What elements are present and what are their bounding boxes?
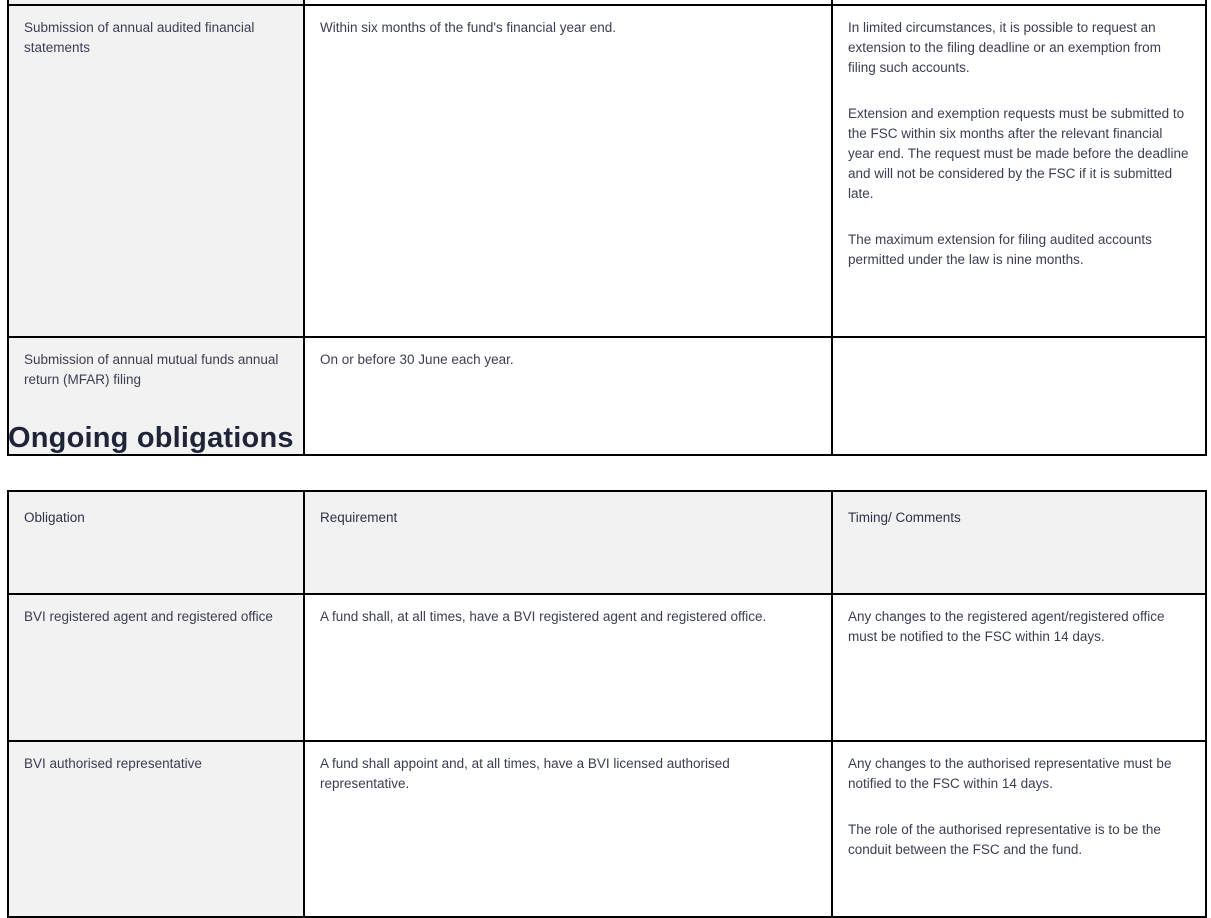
requirement-cell [304, 5, 832, 337]
requirement-text: Within six months of the fund's financial year end. [320, 20, 616, 35]
obligation-cell [8, 741, 304, 917]
comments-paragraph: Extension and exemption requests must be submitted to the FSC within six months after the relevant financial year end. The request must be made before the deadline and will not be considered by the FSC if it is submitted late. [848, 106, 1189, 201]
comments-cell [832, 594, 1206, 741]
obligation-text: BVI authorised representative [24, 756, 202, 771]
column-header-obligation: Obligation [8, 491, 304, 594]
filing-deadlines-table [7, 0, 1207, 456]
obligation-cell [8, 594, 304, 741]
comments-cell [832, 5, 1206, 337]
column-header-timing-comments: Timing/ Comments [832, 491, 1206, 594]
comments-paragraph: Any changes to the authorised representative must be notified to the FSC within 14 days. [848, 756, 1172, 791]
obligation-text: Submission of annual audited financial statements [24, 20, 255, 55]
table-header-row [8, 491, 1206, 594]
comments-paragraph: The role of the authorised representative is to be the conduit between the FSC and the fund. [848, 822, 1161, 857]
section-heading: Ongoing obligations [8, 422, 294, 454]
ongoing-obligations-table [7, 490, 1207, 918]
comments-cell [832, 741, 1206, 917]
comments-paragraph: In limited circumstances, it is possible to request an extension to the filing deadline or an exemption from filing such accounts. [848, 20, 1161, 75]
requirement-cell [304, 594, 832, 741]
requirement-cell [304, 337, 832, 455]
table-row [8, 594, 1206, 741]
obligation-text: BVI registered agent and registered office [24, 609, 273, 624]
column-header-requirement: Requirement [304, 491, 832, 594]
comments-paragraph: The maximum extension for filing audited accounts permitted under the law is nine months. [848, 232, 1152, 267]
table-row [8, 741, 1206, 917]
obligation-cell [8, 5, 304, 337]
requirement-text: A fund shall, at all times, have a BVI registered agent and registered office. [320, 609, 767, 624]
table-row [8, 5, 1206, 337]
obligation-text: Submission of annual mutual funds annual return (MFAR) filing [24, 352, 279, 387]
requirement-text: On or before 30 June each year. [320, 352, 514, 367]
requirement-cell [304, 741, 832, 917]
requirement-text: A fund shall appoint and, at all times, have a BVI licensed authorised representative. [320, 756, 730, 791]
comments-cell [832, 337, 1206, 455]
comments-paragraph: Any changes to the registered agent/registered office must be notified to the FSC within 14 days. [848, 609, 1165, 644]
